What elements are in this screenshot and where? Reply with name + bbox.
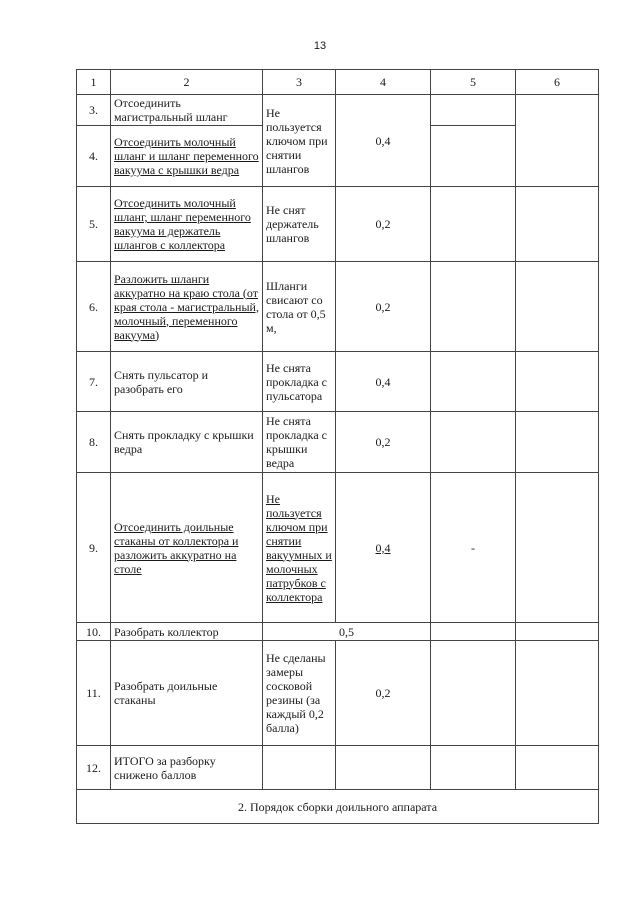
col6-cell xyxy=(516,352,599,412)
action-cell: Отсоединить молочный шланг и шланг переменного вакуума с крышки ведра xyxy=(111,126,263,187)
row-number: 8. xyxy=(77,412,111,473)
action-cell: Снять пульсатор и разобрать его xyxy=(111,352,263,412)
col5-cell xyxy=(431,623,516,641)
col5-cell: - xyxy=(431,473,516,623)
col6-cell xyxy=(516,95,599,187)
table-row xyxy=(77,473,599,623)
row-number: 3. xyxy=(77,95,111,126)
col6-cell xyxy=(516,262,599,352)
error-cell: Не снята прокладка с пульсатора xyxy=(263,352,336,412)
header-col-6: 6 xyxy=(516,70,599,95)
table-row xyxy=(77,412,599,473)
col5-cell xyxy=(431,95,516,126)
score-cell: 0,2 xyxy=(336,412,431,473)
score-cell xyxy=(336,746,431,790)
score-cell: 0,4 xyxy=(336,473,431,623)
col6-cell xyxy=(516,473,599,623)
error-cell: Не снята прокладка с крышки ведра xyxy=(263,412,336,473)
score-cell: 0,4 xyxy=(336,352,431,412)
error-cell: Не снят держатель шлангов xyxy=(263,187,336,262)
col5-cell xyxy=(431,641,516,746)
error-cell: Не сделаны замеры сосковой резины (за каждый 0,2 балла) xyxy=(263,641,336,746)
col6-cell xyxy=(516,623,599,641)
row-number: 12. xyxy=(77,746,111,790)
page-number: 13 xyxy=(313,40,327,52)
action-cell: Отсоединить магистральный шланг xyxy=(111,95,263,126)
col5-cell xyxy=(431,412,516,473)
section-title-row xyxy=(77,790,599,824)
section-title: 2. Порядок сборки доильного аппарата xyxy=(77,790,599,824)
row-number: 10. xyxy=(77,623,111,641)
row-number: 11. xyxy=(77,641,111,746)
table-row xyxy=(77,623,599,641)
col5-cell xyxy=(431,746,516,790)
action-cell: Отсоединить доильные стаканы от коллектора и разложить аккуратно на столе xyxy=(111,473,263,623)
score-cell: 0,5 xyxy=(263,623,431,641)
error-cell: Шланги свисают со стола от 0,5 м, xyxy=(263,262,336,352)
action-cell: Снять прокладку с крышки ведра xyxy=(111,412,263,473)
table-row xyxy=(77,187,599,262)
col5-cell xyxy=(431,262,516,352)
row-number: 9. xyxy=(77,473,111,623)
table-row xyxy=(77,352,599,412)
col5-cell xyxy=(431,187,516,262)
header-col-1: 1 xyxy=(77,70,111,95)
col6-cell xyxy=(516,412,599,473)
header-col-5: 5 xyxy=(431,70,516,95)
table-row xyxy=(77,641,599,746)
procedure-table xyxy=(76,69,599,824)
header-col-3: 3 xyxy=(263,70,336,95)
table-row xyxy=(77,746,599,790)
row-number: 5. xyxy=(77,187,111,262)
header-col-2: 2 xyxy=(111,70,263,95)
score-cell: 0,2 xyxy=(336,187,431,262)
error-cell: Не пользуется ключом при снятии вакуумных и молочных патрубков с коллектора xyxy=(263,473,336,623)
col6-cell xyxy=(516,187,599,262)
table-row xyxy=(77,262,599,352)
action-cell: ИТОГО за разборку снижено баллов xyxy=(111,746,263,790)
table-row xyxy=(77,95,599,126)
row-number: 4. xyxy=(77,126,111,187)
action-cell: Разобрать доильные стаканы xyxy=(111,641,263,746)
score-cell: 0,2 xyxy=(336,262,431,352)
action-cell: Разложить шланги аккуратно на краю стола (от края стола - магистральный, молочный, переменного вакуума) xyxy=(111,262,263,352)
action-cell: Разобрать коллектор xyxy=(111,623,263,641)
table-header-row xyxy=(77,70,599,95)
score-cell: 0,2 xyxy=(336,641,431,746)
col6-cell xyxy=(516,746,599,790)
error-cell: Не пользуется ключом при снятии шлангов xyxy=(263,95,336,187)
col5-cell xyxy=(431,126,516,187)
header-col-4: 4 xyxy=(336,70,431,95)
row-number: 6. xyxy=(77,262,111,352)
col6-cell xyxy=(516,641,599,746)
col5-cell xyxy=(431,352,516,412)
error-cell xyxy=(263,746,336,790)
row-number: 7. xyxy=(77,352,111,412)
score-cell: 0,4 xyxy=(336,95,431,187)
action-cell: Отсоединить молочный шланг, шланг переменного вакуума и держатель шлангов с коллектора xyxy=(111,187,263,262)
